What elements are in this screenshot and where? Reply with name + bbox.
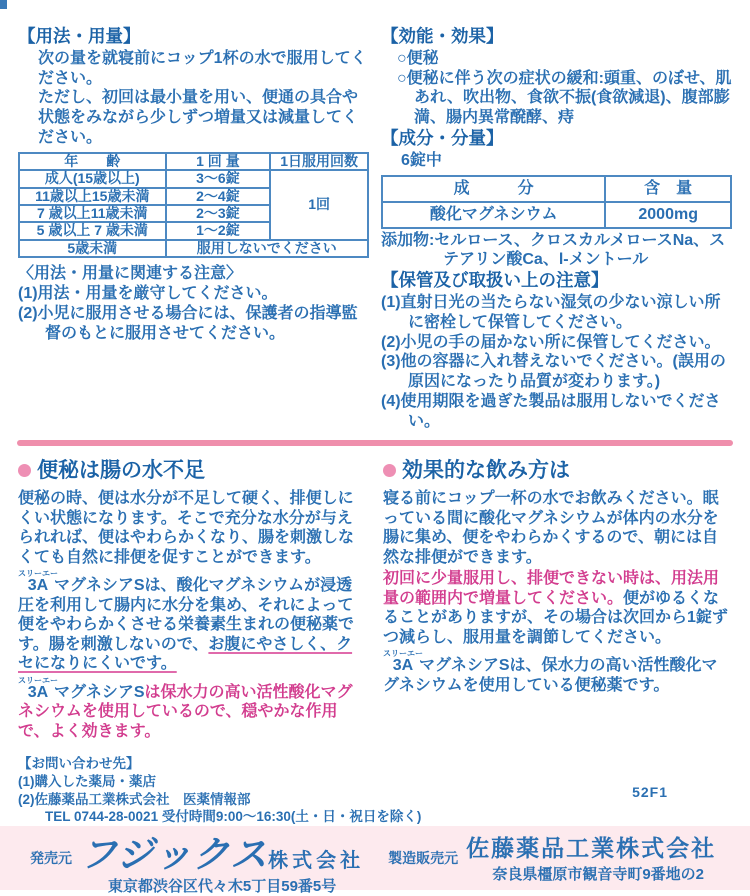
brand-rest: マグネシアS [53, 577, 145, 595]
brand-base: 3A [18, 577, 58, 595]
composition-additives: 添加物:セルロース、クロスカルメロースNa、ステアリン酸Ca、l-メントール [381, 231, 726, 269]
info-left-paragraph-2-blue: は、酸化マグネシウムが浸透圧を利用して腸内に水分を集め、それによって便をやわらかくさせる栄養素生まれの便秘薬です。腸を刺激しないので、 [18, 577, 355, 653]
pink-bullet-icon [383, 464, 396, 477]
pink-bullet-icon [18, 464, 31, 477]
composition-ingredient-value: 酸化マグネシウム [382, 202, 605, 228]
seller-logo [80, 833, 365, 875]
info-left-paragraph-1: 便秘の時、便は水分が不足して硬く、排便しにくい状態になります。そこで充分な水分が与えられれば、便はやわらかくなり、腸を刺激しなくても自然に排便を促すことができます。 [18, 490, 355, 566]
storage-item-2: (2)小児の手の届かない所に保管してください。 [381, 333, 721, 351]
contact-line-1: (1)購入した薬局・薬店 [18, 774, 156, 789]
maker-label: 製造販売元 [388, 849, 459, 866]
usage-heading: 【用法・用量】 [18, 26, 141, 46]
brand-base: 3A [383, 657, 423, 675]
efficacy-item-1: ○便秘 [397, 49, 439, 67]
efficacy-item-2: ○便秘に伴う次の症状の緩和:頭重、のぼせ、肌あれ、吹出物、食欲不振(食欲減退)、腹部膨満、腸内異常醗酵、痔 [397, 69, 732, 127]
lot-code: 52F1 [632, 784, 668, 801]
usage-section [18, 26, 369, 432]
dosage-frequency-value: 1回 [270, 170, 368, 240]
info-right-column [383, 456, 732, 744]
seller-name: フジックス [80, 833, 269, 875]
scan-artifact [0, 0, 7, 9]
info-left-paragraph-2 [18, 569, 367, 674]
composition-per-amount: 6錠中 [401, 151, 442, 169]
seller-suffix: 株式会社 [268, 849, 365, 872]
info-left-heading-text: 便秘は腸の水不足 [37, 458, 205, 482]
info-right-heading [383, 458, 732, 484]
usage-paragraph-2: ただし、初回は最小量を用い、便通の具合や状態をみながら少しずつ増量又は減量してください。 [38, 89, 359, 146]
seller-label: 発売元 [30, 849, 72, 866]
dosage-dose-11-15: 2〜4錠 [166, 188, 271, 205]
dosage-header-frequency: 1日服用回数 [270, 153, 368, 170]
composition-header-amount: 含 量 [605, 176, 731, 202]
brand-ruby-text: スリーエー [383, 649, 423, 659]
top-section [0, 0, 750, 432]
brand-base: 3A [18, 683, 58, 701]
info-right-paragraph-2-magenta: 初回に少量服用し、排便できない時は、用法用量の範囲内で増量してください。 [383, 570, 720, 607]
maker-block [388, 836, 716, 884]
dosage-table-header-row [19, 153, 368, 170]
info-right-heading-text: 効果的な飲み方は [402, 458, 570, 482]
contact-section [0, 743, 750, 825]
dosage-age-under5: 5歳未満 [19, 240, 166, 257]
info-right-paragraph-3 [383, 649, 732, 695]
info-left-heading [18, 458, 367, 484]
storage-item-4: (4)使用期限を過ぎた製品は服用しないでください。 [381, 393, 721, 430]
maker-address: 奈良県橿原市観音寺町9番地の2 [492, 865, 704, 883]
table-row [19, 170, 368, 187]
composition-amount-value: 2000mg [605, 202, 731, 228]
info-left-paragraph-3 [18, 676, 367, 742]
dosage-table [18, 152, 369, 258]
dosage-dose-7-11: 2〜3錠 [166, 205, 271, 222]
dosage-age-5-7: 5 歳以上 7 歳未満 [19, 222, 166, 239]
dosage-dose-5-7: 1〜2錠 [166, 222, 271, 239]
info-right-paragraph-3-text: は、保水力の高い活性酸化マグネシウムを使用している便秘薬です。 [383, 657, 718, 694]
brand-name-ruby [18, 675, 58, 701]
info-right-paragraph-1: 寝る前にコップ一杯の水でお飲みください。眠っている間に酸化マグネシウムが体内の水分を腸に集め、便をやわらかくするので、朝には自然な排便ができます。 [383, 490, 719, 566]
storage-heading: 【保管及び取扱い上の注意】 [381, 270, 609, 291]
brand-name-ruby [383, 649, 423, 675]
info-left-underlined-text: お腹にやさしく、クセになりにくいです。 [18, 635, 353, 673]
usage-note-1: (1)用法・用量を厳守してください。 [18, 285, 278, 302]
info-right-paragraph-2 [383, 569, 732, 647]
table-row [382, 202, 731, 228]
seller-name-block [80, 833, 365, 896]
composition-heading: 【成分・分量】 [381, 128, 504, 148]
brand-ruby-text: スリーエー [18, 675, 58, 685]
usage-paragraph-1: 次の量を就寝前にコップ1杯の水で服用してください。 [38, 49, 367, 87]
brand-ruby-text: スリーエー [18, 569, 58, 579]
contact-phone-line: TEL 0744-28-0021 受付時間9:00〜16:30(土・日・祝日を除く) [45, 809, 422, 825]
storage-item-3: (3)他の容器に入れ替えないでください。(誤用の原因になったり品質が変わります。) [381, 353, 726, 391]
info-left-column [18, 456, 367, 744]
dosage-header-dose: 1 回 量 [166, 153, 271, 170]
storage-item-1: (1)直射日光の当たらない湿気の少ない涼しい所に密栓して保管してください。 [381, 293, 721, 331]
footer-strip [0, 826, 750, 895]
efficacy-heading: 【効能・効果】 [381, 26, 504, 46]
composition-header-ingredient: 成 分 [382, 176, 605, 202]
info-right-paragraph-2-blue: 便がゆるくなることがありますが、その場合は次回から1錠ずつ減らし、服用量を調節してください。 [383, 589, 728, 646]
usage-note-heading: 〈用法・用量に関連する注意〉 [18, 265, 243, 283]
dosage-age-11-15: 11歳以上15歳未満 [19, 188, 166, 205]
brand-name-ruby [18, 569, 58, 595]
dosage-header-age: 年 齢 [19, 153, 166, 170]
composition-table [381, 175, 732, 229]
contact-heading: 【お問い合わせ先】 [18, 756, 140, 772]
section-divider [17, 440, 733, 446]
info-left-paragraph-3-magenta: は保水力の高い活性酸化マグネシウムを使用しているので、穏やかな作用で、よく効きます。 [18, 683, 353, 740]
dosage-age-adult: 成人(15歳以上) [19, 170, 166, 187]
efficacy-composition-section [381, 26, 732, 432]
brand-rest: マグネシアS [53, 683, 145, 701]
contact-line-2: (2)佐藤薬品工業株式会社 医薬情報部 [18, 791, 251, 807]
seller-block [30, 833, 365, 896]
info-section [0, 452, 750, 744]
dosage-age-7-11: 7 歳以上11歳未満 [19, 205, 166, 222]
dosage-dose-adult: 3〜6錠 [166, 170, 271, 187]
usage-note-2: (2)小児に服用させる場合には、保護者の指導監督のもとに服用させてください。 [18, 304, 358, 342]
table-row [19, 240, 368, 257]
dosage-under5-note: 服用しないでください [166, 240, 368, 257]
composition-header-row [382, 176, 731, 202]
maker-name-block [466, 836, 716, 884]
seller-address: 東京都渋谷区代々木5丁目59番5号 [107, 877, 337, 895]
brand-rest: マグネシアS [418, 657, 510, 675]
maker-name: 佐藤薬品工業株式会社 [466, 834, 717, 861]
